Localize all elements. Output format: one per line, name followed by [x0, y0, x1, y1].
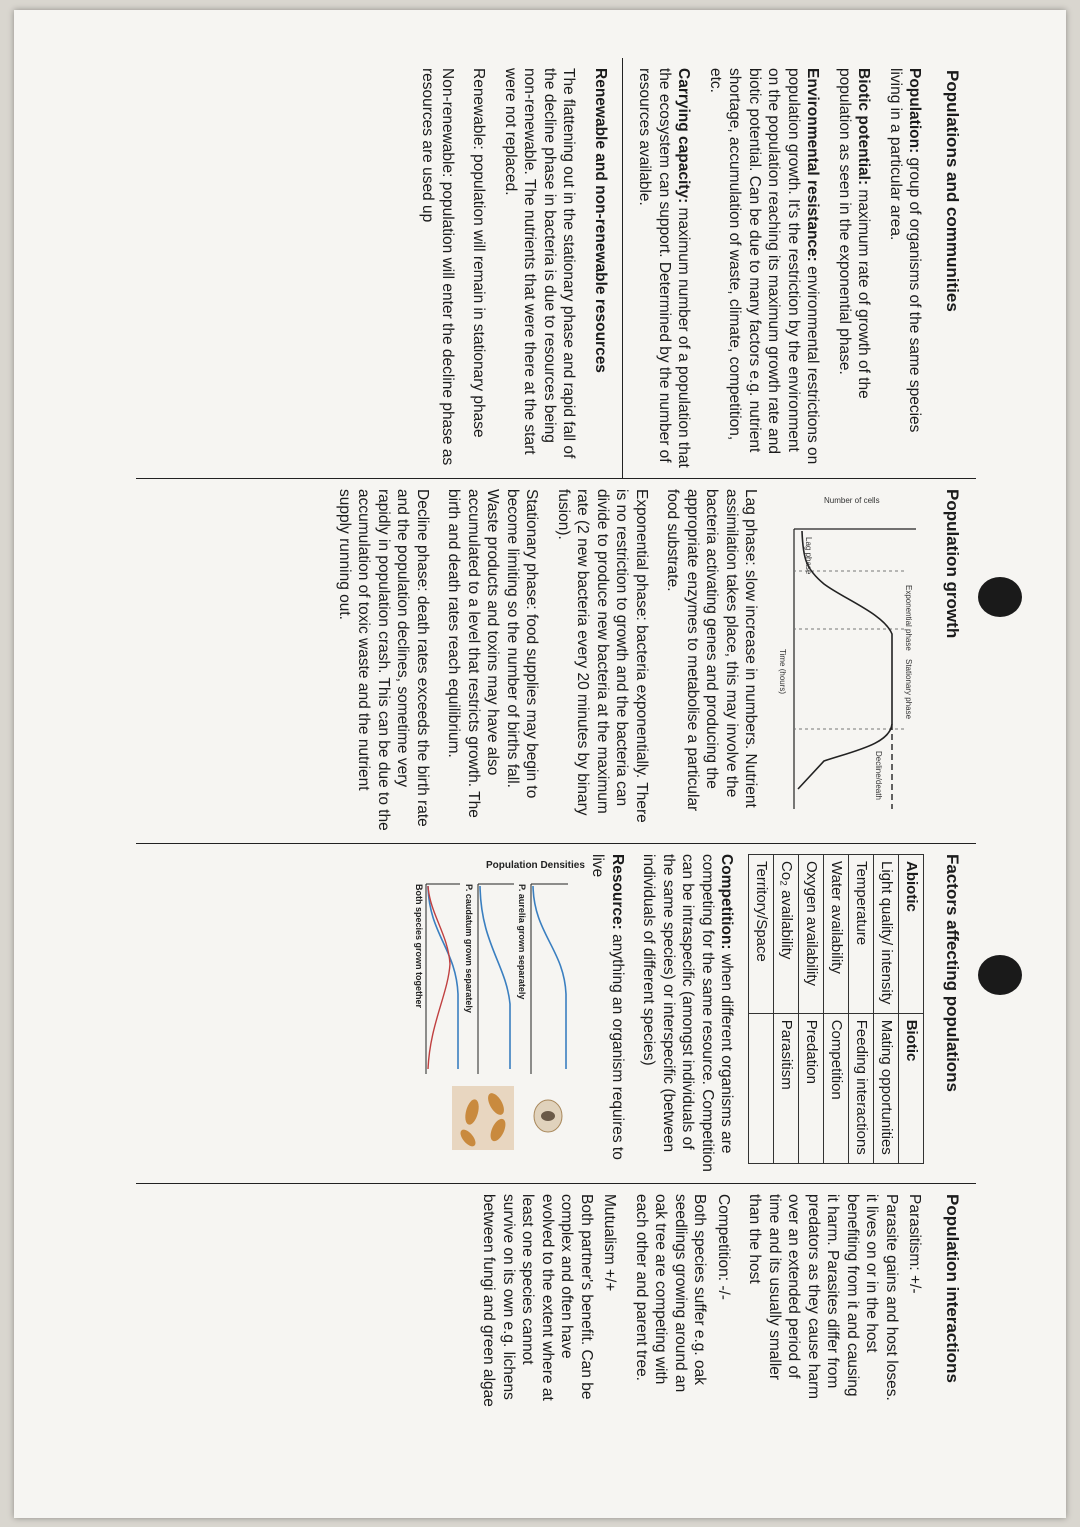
definition-population: Population: group of organisms of the same species living in a particular area.: [887, 68, 924, 433]
graph-x-label: Time (hours): [778, 649, 788, 695]
renewable-paragraph-3: Non-renewable: population will enter the decline phase as resources are used up: [419, 68, 456, 466]
population-densities-figure: [414, 854, 585, 1174]
column-definitions: [136, 58, 976, 478]
definition-carrying-capacity: Carrying capacity: maximum number of a population that the ecosystem can support. Determined by the number of resources available.: [636, 68, 693, 468]
paper-sheet: [14, 10, 1066, 1518]
caudatum-curve: [480, 886, 510, 1069]
densities-label-2: P. caudatum grown separately: [464, 884, 474, 1013]
growth-curve-svg: [775, 489, 925, 829]
exponential-phase-text: Exponential phase: bacteria exponentially. There is no restriction to growth and the bacteria can divide to produce new bacteria at the maximum rate (2 new bacteria every 20 minutes by binary fusion).: [555, 489, 650, 823]
definition-environmental-resistance: Environmental resistance: environmental restrictions on population growth. It's the restriction by the environment on the population reaching its maximum growth rate and biotic potential. Can be due to many factors e.g. nutrient shortage, accumulation of waste, climate, competition, etc.: [707, 68, 822, 465]
densities-label-3: Both species grown together: [414, 884, 424, 1009]
mutualism-title: Mutualism +/+: [601, 1194, 619, 1292]
mutualism-text: Both partner's benefit. Can be complex and often have evolved to the extent where at least one species cannot survive on its own e.g. lichens between fungi and green algae: [480, 1194, 595, 1407]
table-row: Water availability Competition: [824, 855, 849, 1164]
table-row: Co₂ availability Parasitism: [774, 855, 799, 1164]
renewable-paragraph-1: The flattening out in the stationary phase and rapid fall of the decline phase in bacteria is due to resources being non-renewable. The nutrients that were there at the start were not replaced.: [502, 68, 578, 459]
factors-table: [749, 854, 925, 1164]
table-header-abiotic: Abiotic: [899, 855, 924, 1014]
factors-heading: Factors affecting populations: [943, 854, 962, 1093]
aurelia-together-curve: [428, 886, 458, 1069]
table-row: Oxygen availability Predation: [799, 855, 824, 1164]
stationary-phase-text: Stationary phase: food supplies may begin to become limiting so the number of births fall. Waste products and toxins may have also accumulated to a level that restricts growth. The birth and death rates reach equilibrium.: [445, 489, 541, 818]
graph-y-label: Number of cells: [824, 496, 881, 505]
densities-title: Population Densities: [486, 860, 585, 871]
lag-phase-text: Lag phase: slow increase in numbers. Nutrient assimilation takes place, this may involve the bacteria activating genes and producing the appropriate enzymes to metabolise a particular food substrate.: [664, 489, 760, 812]
population-densities-svg: [414, 854, 585, 1174]
aurelia-curve: [533, 886, 566, 1069]
renewable-paragraph-2: Renewable: population will remain in stationary phase: [470, 68, 488, 438]
graph-label-decline: Decline/death: [874, 751, 884, 800]
competition-definition: Competition: when different organisms are competing for the same resource. Competition can be intraspecific (amongst individuals of the same species) or interspecific (between individuals of different species): [640, 854, 736, 1172]
column-factors: [136, 843, 976, 1183]
interactions-heading: Population interactions: [943, 1194, 962, 1383]
graph-label-exponential: Exponential phase: [904, 585, 914, 651]
table-header-biotic: Biotic: [899, 1013, 924, 1163]
table-row: Temperature Feeding interactions: [849, 855, 874, 1164]
punch-hole: [978, 955, 1022, 995]
competition-text: Both species suffer e.g. oak seedlings growing around an oak tree are competing with each other and parent tree.: [633, 1194, 709, 1393]
table-row: Territory/Space: [749, 855, 774, 1164]
population-growth-heading: Population growth: [943, 489, 962, 639]
definition-biotic-potential: Biotic potential: maximum rate of growth of the population as seen in the exponential phase.: [836, 68, 873, 399]
column-interactions: [136, 1183, 976, 1418]
notes-page-rotated: [136, 58, 976, 1418]
paramecium-photo: [452, 1086, 514, 1150]
parasitism-title: Parasitism: +/-: [906, 1194, 924, 1294]
graph-label-lag: Lag phase: [804, 537, 814, 575]
section-divider: [622, 58, 623, 478]
punch-hole: [978, 577, 1022, 617]
competition-title: Competition: -/-: [715, 1194, 732, 1300]
column-population-growth: [136, 478, 976, 843]
decline-phase-text: Decline phase: death rates exceeds the birth rate and the population declines, sometime very rapidly in population crash. This can be due to the accumulation of toxic waste and the nutrient supply running out.: [336, 489, 431, 831]
resource-definition: Resource: anything an organism requires to live: [589, 854, 626, 1160]
page-title: Populations and communities: [943, 70, 962, 312]
paramecium-nucleus: [541, 1111, 555, 1121]
parasitism-text: Parasite gains and host loses. it lives on or in the host benefiting from it and causing it harm. Parasites differ from predators as they cause harm over an extended period of time and its usually smaller than the host: [746, 1194, 900, 1401]
table-row: Light quality/ intensity Mating opportunities: [874, 855, 899, 1164]
densities-label-1: P. aurelia grown separately: [517, 884, 527, 1000]
renewable-heading: Renewable and non-renewable resources: [592, 68, 609, 373]
graph-label-stationary: Stationary phase: [904, 659, 914, 720]
growth-curve-graph: [775, 489, 925, 829]
